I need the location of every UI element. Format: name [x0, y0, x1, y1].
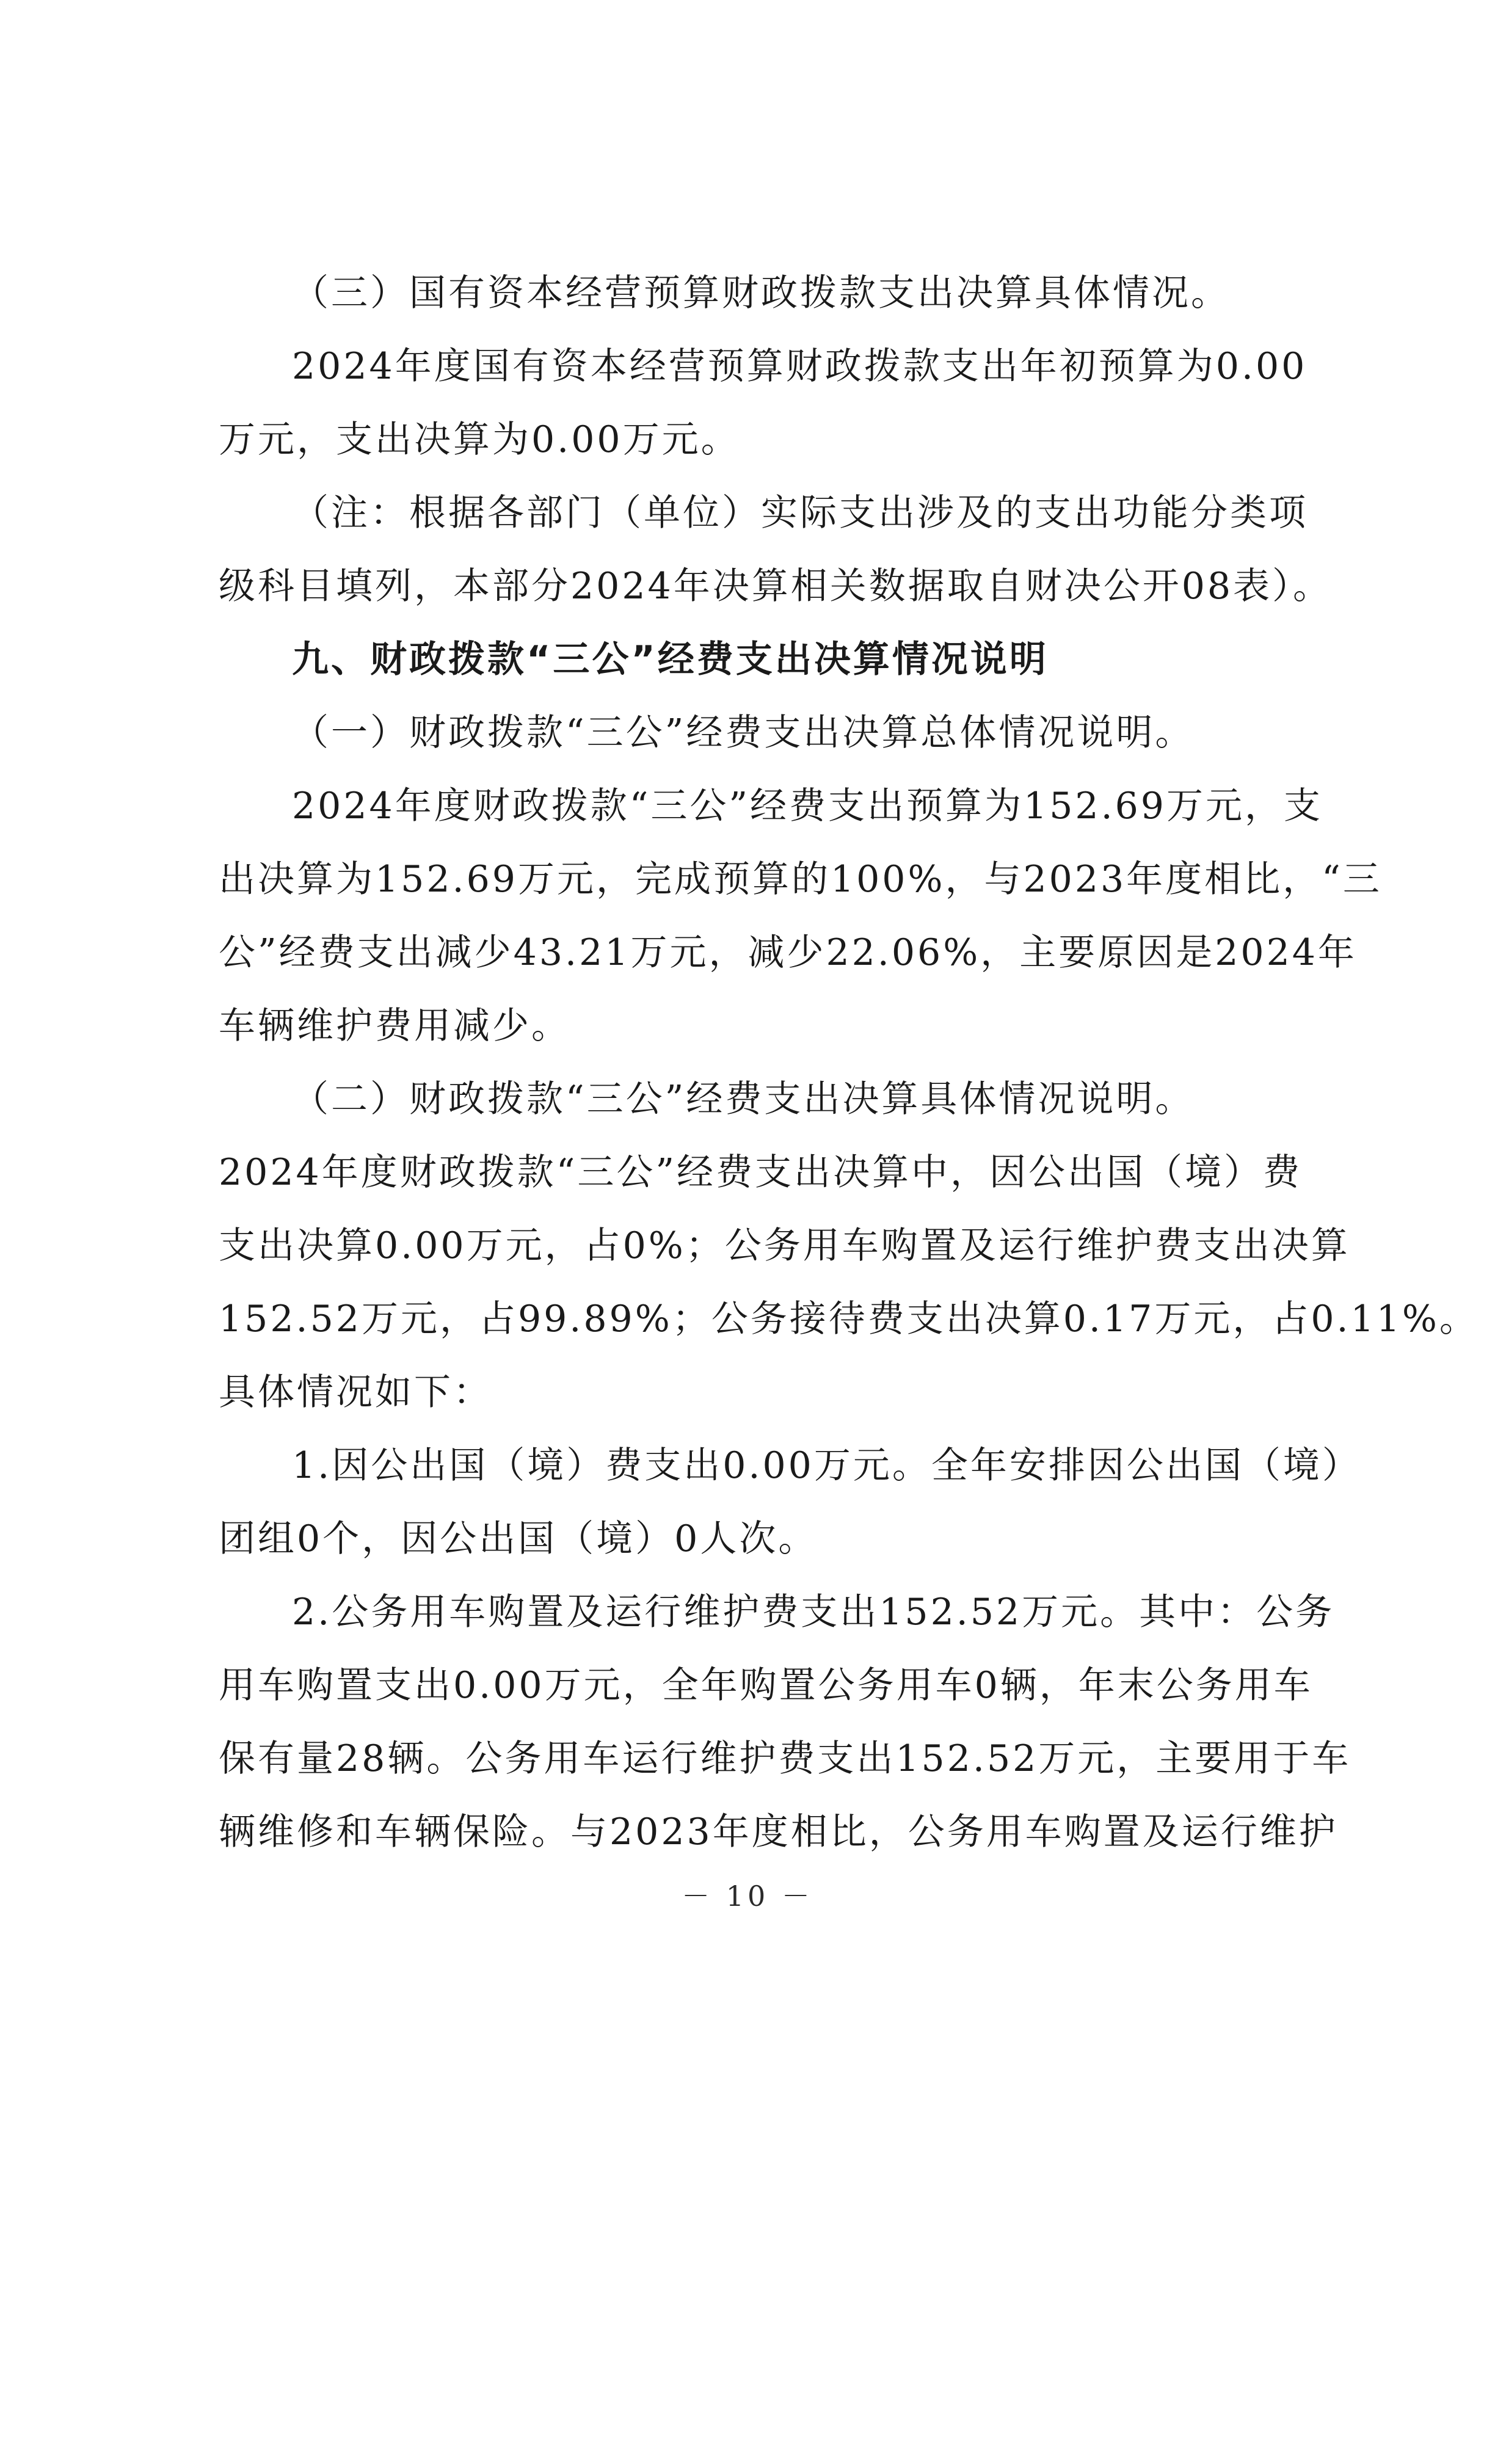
sub-2-body-line-2: 支出决算0.00万元，占0%；公务用车购置及运行维护费支出决算	[219, 1224, 1350, 1267]
item-1-line-2: 团组0个，因公出国（境）0人次。	[219, 1517, 818, 1560]
item-1-line-1: 1.因公出国（境）费支出0.00万元。全年安排因公出国（境）	[292, 1444, 1361, 1487]
document-body	[219, 256, 1479, 1869]
section-3-note-line-2: 级科目填列，本部分2024年决算相关数据取自财决公开08表）。	[219, 565, 1333, 608]
sub-2-body-line-1: 2024年度财政拨款“三公”经费支出决算中，因公出国（境）费	[219, 1151, 1303, 1194]
section-3-body-line-2: 万元，支出决算为0.00万元。	[219, 418, 740, 461]
sub-2-body-line-3: 152.52万元，占99.89%；公务接待费支出决算0.17万元，占0.11%。	[219, 1298, 1479, 1340]
item-2-line-3: 保有量28辆。公务用车运行维护费支出152.52万元，主要用于车	[219, 1737, 1351, 1780]
sub-1-body-line-3: 公”经费支出减少43.21万元，减少22.06%，主要原因是2024年	[219, 931, 1357, 974]
item-2-line-2: 用车购置支出0.00万元，全年购置公务用车0辆，年末公务用车	[219, 1664, 1313, 1707]
chapter-9-title: 九、财政拨款“三公”经费支出决算情况说明	[292, 638, 1049, 681]
section-3-note-line-1: （注：根据各部门（单位）实际支出涉及的支出功能分类项	[292, 492, 1308, 534]
sub-2-body-line-4: 具体情况如下：	[219, 1371, 492, 1414]
sub-1-body-line-4: 车辆维护费用减少。	[219, 1005, 570, 1047]
item-2-line-4: 辆维修和车辆保险。与2023年度相比，公务用车购置及运行维护	[219, 1811, 1338, 1853]
section-3-body-line-1: 2024年度国有资本经营预算财政拨款支出年初预算为0.00	[292, 345, 1308, 388]
page-number: － 10 －	[682, 1880, 813, 1913]
item-2-line-1: 2.公务用车购置及运行维护费支出152.52万元。其中：公务	[292, 1591, 1335, 1634]
sub-2-title: （二）财政拨款“三公”经费支出决算具体情况说明。	[292, 1078, 1195, 1121]
sub-1-body-line-1: 2024年度财政拨款“三公”经费支出预算为152.69万元，支	[292, 785, 1323, 827]
section-3-title: （三）国有资本经营预算财政拨款支出决算具体情况。	[292, 272, 1230, 314]
sub-1-title: （一）财政拨款“三公”经费支出决算总体情况说明。	[292, 711, 1195, 754]
sub-1-body-line-2: 出决算为152.69万元，完成预算的100%，与2023年度相比，“三	[219, 858, 1382, 901]
